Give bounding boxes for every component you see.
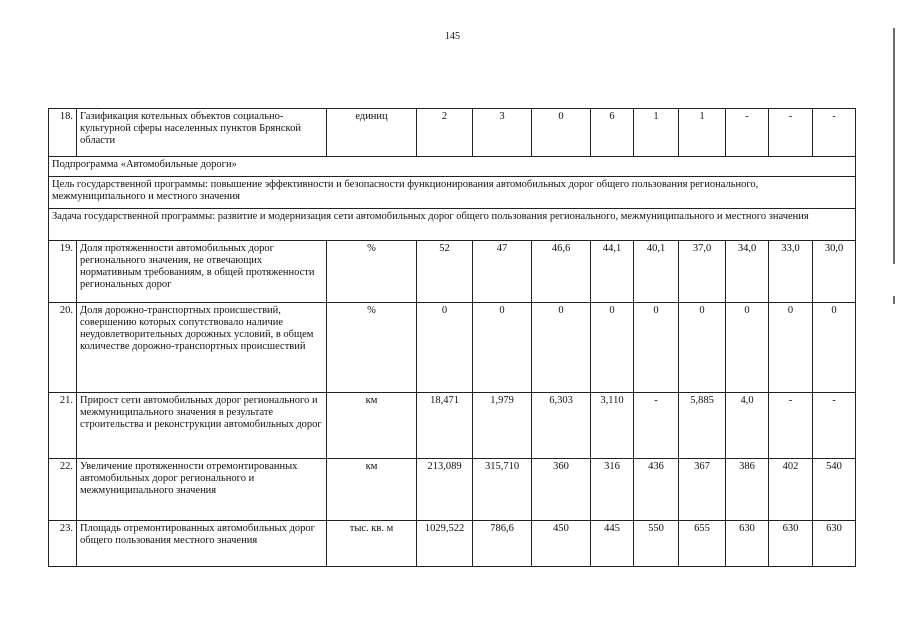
value-cell: 386 [726, 459, 769, 521]
value-cell: 52 [417, 241, 473, 303]
value-cell: 0 [417, 303, 473, 393]
value-cell: - [769, 393, 813, 459]
value-cell: 630 [726, 521, 769, 567]
value-cell: - [769, 109, 813, 157]
indicators-table [48, 108, 856, 567]
value-cell: 0 [532, 303, 591, 393]
value-cell: - [634, 393, 679, 459]
row-number: 22. [49, 459, 77, 521]
value-cell: - [813, 109, 856, 157]
value-cell: 402 [769, 459, 813, 521]
page-edge-mark [893, 296, 895, 304]
value-cell: 47 [473, 241, 532, 303]
indicator-row [49, 303, 856, 393]
section-heading: Подпрограмма «Автомобильные дороги» [49, 157, 856, 177]
value-cell: 4,0 [726, 393, 769, 459]
indicator-row [49, 393, 856, 459]
value-cell: 0 [813, 303, 856, 393]
value-cell: 30,0 [813, 241, 856, 303]
page-edge-line [893, 28, 895, 264]
row-number: 20. [49, 303, 77, 393]
value-cell: 18,471 [417, 393, 473, 459]
value-cell: 0 [679, 303, 726, 393]
value-cell: 315,710 [473, 459, 532, 521]
page-number: 145 [445, 31, 460, 42]
value-cell: - [726, 109, 769, 157]
value-cell: 40,1 [634, 241, 679, 303]
indicator-name: Доля протяженности автомобильных дорог регионального значения, не отвечающих нормативным требованиям, в общей протяженности региональных дорог [77, 241, 327, 303]
indicator-name: Площадь отремонтированных автомобильных дорог общего пользования местного значения [77, 521, 327, 567]
value-cell: 450 [532, 521, 591, 567]
row-number: 21. [49, 393, 77, 459]
value-cell: 5,885 [679, 393, 726, 459]
section-row [49, 177, 856, 209]
value-cell: 0 [591, 303, 634, 393]
indicator-name: Увеличение протяженности отремонтированных автомобильных дорог регионального и межмуниципального значения [77, 459, 327, 521]
value-cell: 367 [679, 459, 726, 521]
value-cell: 46,6 [532, 241, 591, 303]
value-cell: 436 [634, 459, 679, 521]
value-cell: 3,110 [591, 393, 634, 459]
value-cell: 0 [473, 303, 532, 393]
value-cell: 1029,522 [417, 521, 473, 567]
row-number: 19. [49, 241, 77, 303]
unit-cell: км [327, 393, 417, 459]
unit-cell: единиц [327, 109, 417, 157]
indicator-row [49, 109, 856, 157]
unit-cell: % [327, 241, 417, 303]
section-row [49, 157, 856, 177]
value-cell: 213,089 [417, 459, 473, 521]
value-cell: 0 [532, 109, 591, 157]
indicator-name: Доля дорожно-транспортных происшествий, совершению которых сопутствовало наличие неудовлетворительных дорожных условий, в общем количестве дорожно-транспортных происшествий [77, 303, 327, 393]
value-cell: 540 [813, 459, 856, 521]
value-cell: 0 [634, 303, 679, 393]
value-cell: 2 [417, 109, 473, 157]
value-cell: 630 [769, 521, 813, 567]
value-cell: 445 [591, 521, 634, 567]
value-cell: 630 [813, 521, 856, 567]
unit-cell: % [327, 303, 417, 393]
unit-cell: км [327, 459, 417, 521]
value-cell: 1,979 [473, 393, 532, 459]
indicator-name: Газификация котельных объектов социально-культурной сферы населенных пунктов Брянской области [77, 109, 327, 157]
value-cell: 3 [473, 109, 532, 157]
row-number: 23. [49, 521, 77, 567]
value-cell: 0 [726, 303, 769, 393]
indicator-row [49, 521, 856, 567]
section-row [49, 209, 856, 241]
row-number: 18. [49, 109, 77, 157]
value-cell: 786,6 [473, 521, 532, 567]
value-cell: 33,0 [769, 241, 813, 303]
value-cell: 1 [634, 109, 679, 157]
value-cell: 37,0 [679, 241, 726, 303]
section-heading: Цель государственной программы: повышение эффективности и безопасности функционирования автомобильных дорог общего пользования регионального, межмуниципального и местного значения [49, 177, 856, 209]
value-cell: 34,0 [726, 241, 769, 303]
indicator-row [49, 241, 856, 303]
unit-cell: тыс. кв. м [327, 521, 417, 567]
value-cell: - [813, 393, 856, 459]
value-cell: 360 [532, 459, 591, 521]
value-cell: 655 [679, 521, 726, 567]
value-cell: 550 [634, 521, 679, 567]
indicator-name: Прирост сети автомобильных дорог регионального и межмуниципального значения в результате строительства и реконструкции автомобильных дорог [77, 393, 327, 459]
value-cell: 6,303 [532, 393, 591, 459]
value-cell: 44,1 [591, 241, 634, 303]
section-heading: Задача государственной программы: развитие и модернизация сети автомобильных дорог общего пользования регионального, межмуниципального и местного значения [49, 209, 856, 241]
value-cell: 1 [679, 109, 726, 157]
indicator-row [49, 459, 856, 521]
value-cell: 6 [591, 109, 634, 157]
value-cell: 0 [769, 303, 813, 393]
value-cell: 316 [591, 459, 634, 521]
